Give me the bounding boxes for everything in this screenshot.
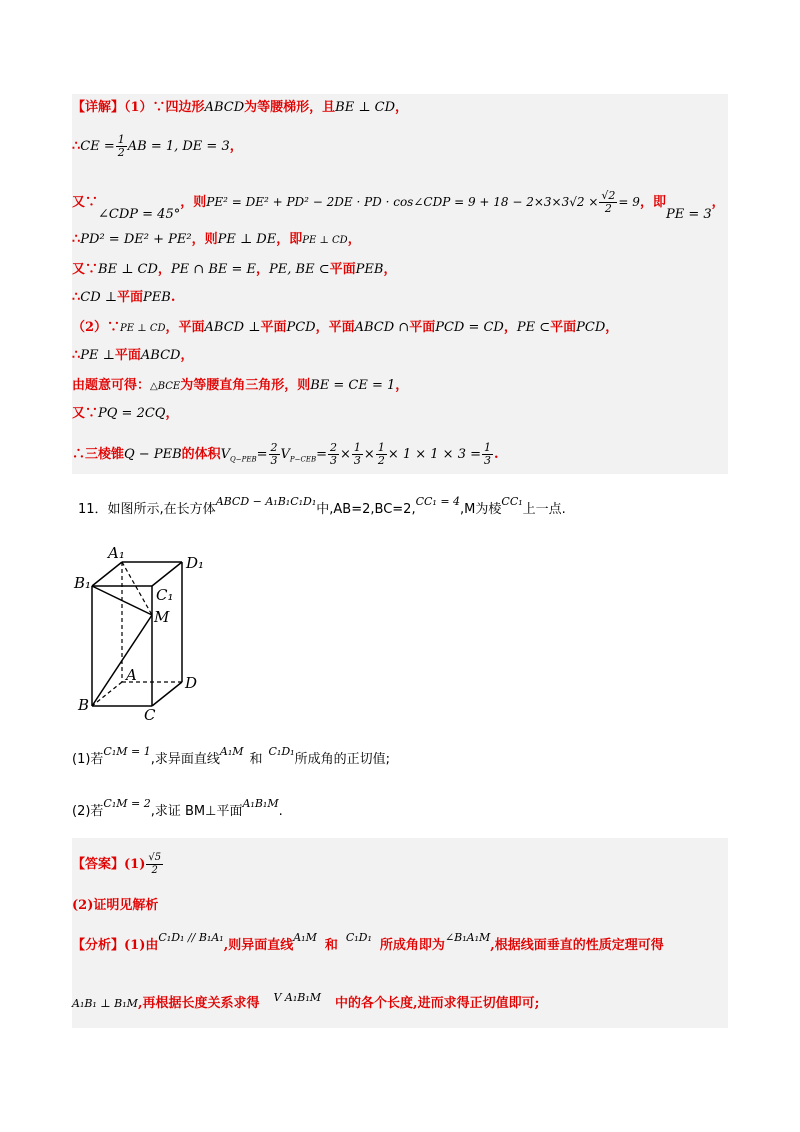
fraction: $\frac{1}{3}$ xyxy=(353,441,361,467)
solution-line-5: 又∵BE ⊥ CD，PE ∩ BE = E，PE, BE ⊂平面PEB， xyxy=(72,262,397,277)
answer-line-1: 【答案】(1) $\frac{√5}{2}$ xyxy=(72,852,162,876)
solution-line-9: 由题意可得：△BCE为等腰直角三角形，则BE = CE = 1， xyxy=(72,378,409,393)
label-M: M xyxy=(154,608,170,626)
solution-line-6: ∴CD ⊥平面PEB. xyxy=(72,290,176,305)
solution-line-2: ∴CE = $\frac{1}{2}$ AB = 1, DE = 3， xyxy=(72,133,243,159)
fraction: $\frac{1}{2}$ xyxy=(117,133,125,159)
problem-statement: 11．如图所示,在长方体$^{ABCD - A_1B_1C_1D_1}$中,AB=2,BC=2,$^{CC_1 = 4}$,M为棱$^{CC_1}$上一点. xyxy=(78,495,566,517)
fraction: $\frac{2}{3}$ xyxy=(330,441,337,467)
fraction: $\frac{√2}{2}$ xyxy=(601,189,616,215)
solution-line-10: 又∵PQ = 2CQ， xyxy=(72,406,179,421)
edge-CD xyxy=(152,682,182,706)
solution-line-8: ∴PE ⊥平面ABCD， xyxy=(72,348,194,363)
fraction: $\frac{2}{3}$ xyxy=(270,441,278,467)
fraction: $\frac{1}{3}$ xyxy=(484,441,491,467)
label-A1: A₁ xyxy=(108,544,125,562)
solution-line-7: （2）∵PE ⊥ CD，平面ABCD ⊥平面PCD，平面ABCD ∩平面PCD = CD，PE ⊂平面PCD， xyxy=(72,320,619,335)
label-C: C xyxy=(144,706,156,720)
analysis-line-2: A₁B₁ ⊥ B₁M,再根据长度关系求得 $^{V A_1B_1M}$ 中的各个长度,进而求得正切值即可; xyxy=(72,991,540,1011)
label-B1: B₁ xyxy=(74,574,92,592)
label-C1: C₁ xyxy=(156,586,174,604)
solution-line-11: ∴三棱锥Q − PEB的体积$V_{Q-PEB}=$ $\frac{2}{3}$ $V_{P-CEB}=$ $\frac{2}{3}$ × $\frac{1}{3}$ × $\frac{1}{2}$ × 1 × 1 × 3 = $\frac{1}{3}$ . xyxy=(72,441,499,467)
label-D1: D₁ xyxy=(186,554,205,572)
solution-line-4: ∴PD² = DE² + PE²，则PE ⊥ DE，即PE ⊥ CD， xyxy=(72,232,361,247)
edge-A1B1 xyxy=(92,562,122,586)
analysis-line-1: 【分析】(1)由$^{C_1D_1 // B_1A_1}$,则异面直线$^{A_1M}$和$^{C_1D_1}$所成角即为$^{\angle B_1A_1M}$,根据线面垂直的性质定理可得 xyxy=(72,931,664,953)
fraction: $\frac{1}{2}$ xyxy=(377,441,385,467)
question-part-1: (1)若$^{C_1M = 1}$,求异面直线$^{A_1M}$和$^{C_1D_1}$所成角的正切值; xyxy=(72,745,390,767)
solution-line-3: 又∵∠CDP = 45°，则PE² = DE² + PD² − 2DE · PD · cos∠CDP = 9 + 18 − 2×3×3√2 × $\frac{√2}{2}$ = 9，即PE = 3， xyxy=(72,189,725,222)
question-part-2: (2)若$^{C_1M = 2}$,求证 BM⊥平面$^{A_1B_1M}$. xyxy=(72,797,283,819)
solution-line-1: 【详解】（1）∵四边形ABCD为等腰梯形，且BE ⊥ CD， xyxy=(72,100,409,115)
edge-D1C1 xyxy=(152,562,182,586)
label-B: B xyxy=(78,696,90,714)
hidden-edge-AB xyxy=(92,682,122,706)
label-D: D xyxy=(185,674,198,692)
fraction: $\frac{√5}{2}$ xyxy=(148,852,162,876)
answer-line-2: (2)证明见解析 xyxy=(72,898,159,913)
label-A: A xyxy=(126,666,137,684)
cuboid-figure xyxy=(72,540,222,720)
